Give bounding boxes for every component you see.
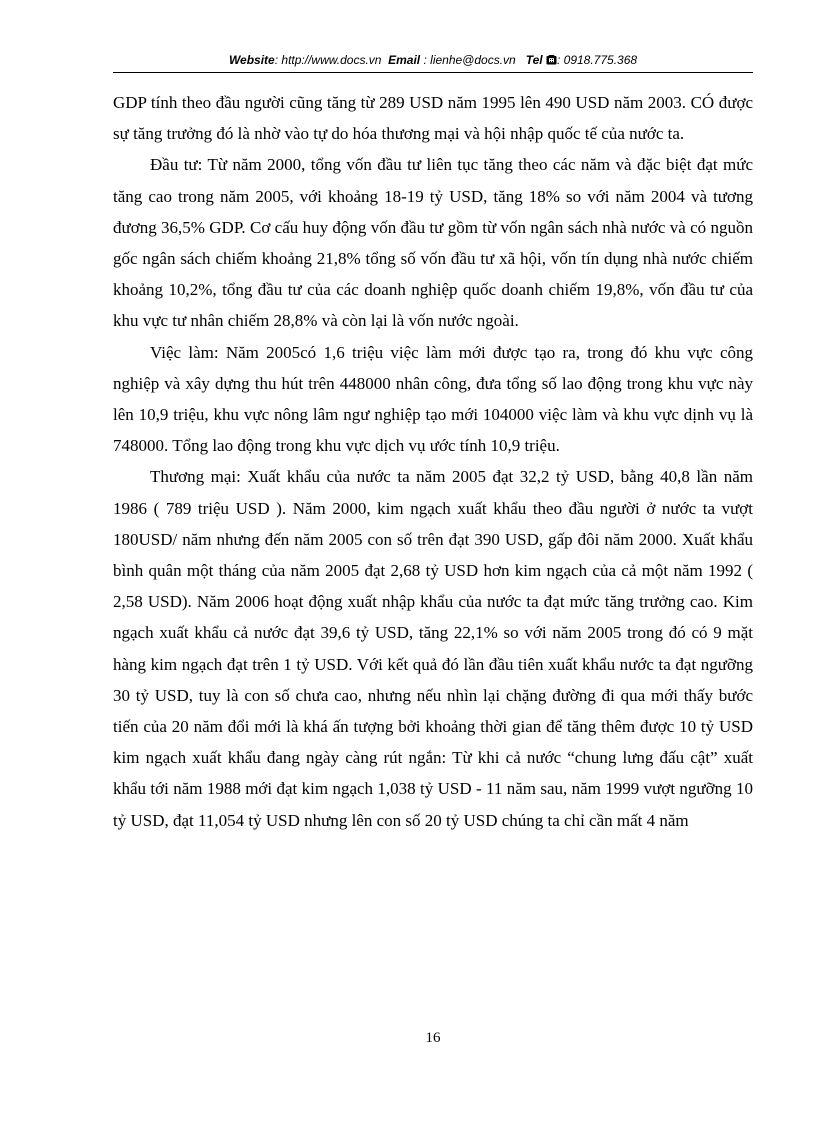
paragraph: Việc làm: Năm 2005có 1,6 triệu việc làm mới được tạo ra, trong đó khu vực công nghiệp và xây dựng thu hút trên 448000 nhân công, đưa tổng số lao động trong khu vực này lên 10,9 triệu, khu vực nông lâm ngư nghiệp tạo mới 104000 việc làm và khu vực dịnh vụ là 748000. Tổng lao động trong khu vực dịch vụ ước tính 10,9 triệu. — [113, 342, 753, 456]
tel-value: : 0918.775.368 — [556, 53, 638, 67]
tel-label: Tel — [525, 53, 543, 67]
page-number: 16 — [425, 1030, 441, 1046]
phone-icon — [546, 55, 557, 65]
website-value: : http://www.docs.vn — [274, 53, 382, 67]
paragraph: Thương mại: Xuất khẩu của nước ta năm 2005 đạt 32,2 tỷ USD, bằng 40,8 lần năm 1986 ( 789 triệu USD ). Năm 2000, kim ngạch xuất khẩu theo đầu người ở nước ta vượt 180USD/ năm nhưng đến năm 2005 con số trên đạt 390 USD, gấp đôi năm 2000. Xuất khẩu bình quân một tháng của năm 2005 đạt 2,68 tỷ USD hơn kim ngạch của cả một năm 1992 ( 2,58 USD). Năm 2006 hoạt động xuất nhập khẩu của nước ta đạt mức tăng trưởng cao. Kim ngạch xuất khẩu cả nước đạt 39,6 tỷ USD, tăng 22,1% so với năm 2005 trong đó có 9 mặt hàng kim ngạch đạt trên 1 tỷ USD. Với kết quả đó lần đầu tiên xuất khẩu nước ta đạt ngưỡng 30 tỷ USD, tuy là con số chưa cao, nhưng nếu nhìn lại chặng đường đi qua mới thấy bước tiến của 20 năm đổi mới là khá ấn tượng bởi khoảng thời gian để tăng thêm được 10 tỷ USD kim ngạch xuất khẩu đang ngày càng rút ngắn: Từ khi cả nước “chung lưng đấu cật” xuất khẩu tới năm 1988 mới đạt kim ngạch 1,038 tỷ USD - 11 năm sau, năm 1999 vượt ngưỡng 10 tỷ USD, đạt 11,054 tỷ USD nhưng lên con số 20 tỷ USD chúng ta chỉ cần mất 4 năm — [113, 467, 753, 830]
email-value: : lienhe@docs.vn — [423, 53, 516, 67]
paragraph: Đầu tư: Từ năm 2000, tổng vốn đầu tư liên tục tăng theo các năm và đặc biệt đạt mức tăng cao trong năm 2005, với khoảng 18-19 tỷ USD, tăng 18% so với năm 2004 và tương đương 36,5% GDP. Cơ cấu huy động vốn đầu tư gồm từ vốn ngân sách nhà nước và có nguồn gốc ngân sách chiếm khoảng 21,8% tổng số vốn đầu tư xã hội, vốn tín dụng nhà nước chiếm khoảng 10,2%, tổng đầu tư của các doanh nghiệp quốc doanh chiếm 19,8%, vốn đầu tư của khu vực tư nhân chiếm 28,8% và còn lại là vốn nước ngoài. — [113, 155, 753, 331]
document-body — [113, 87, 753, 836]
website-label: Website — [228, 53, 275, 67]
page-header — [113, 48, 753, 72]
email-label: Email — [388, 53, 421, 67]
header-divider — [113, 72, 753, 73]
paragraph: GDP tính theo đầu người cũng tăng từ 289 USD năm 1995 lên 490 USD năm 2003. CÓ được sự tăng trưởng đó là nhờ vào tự do hóa thương mại và hội nhập quốc tế của nước ta. — [113, 93, 753, 144]
